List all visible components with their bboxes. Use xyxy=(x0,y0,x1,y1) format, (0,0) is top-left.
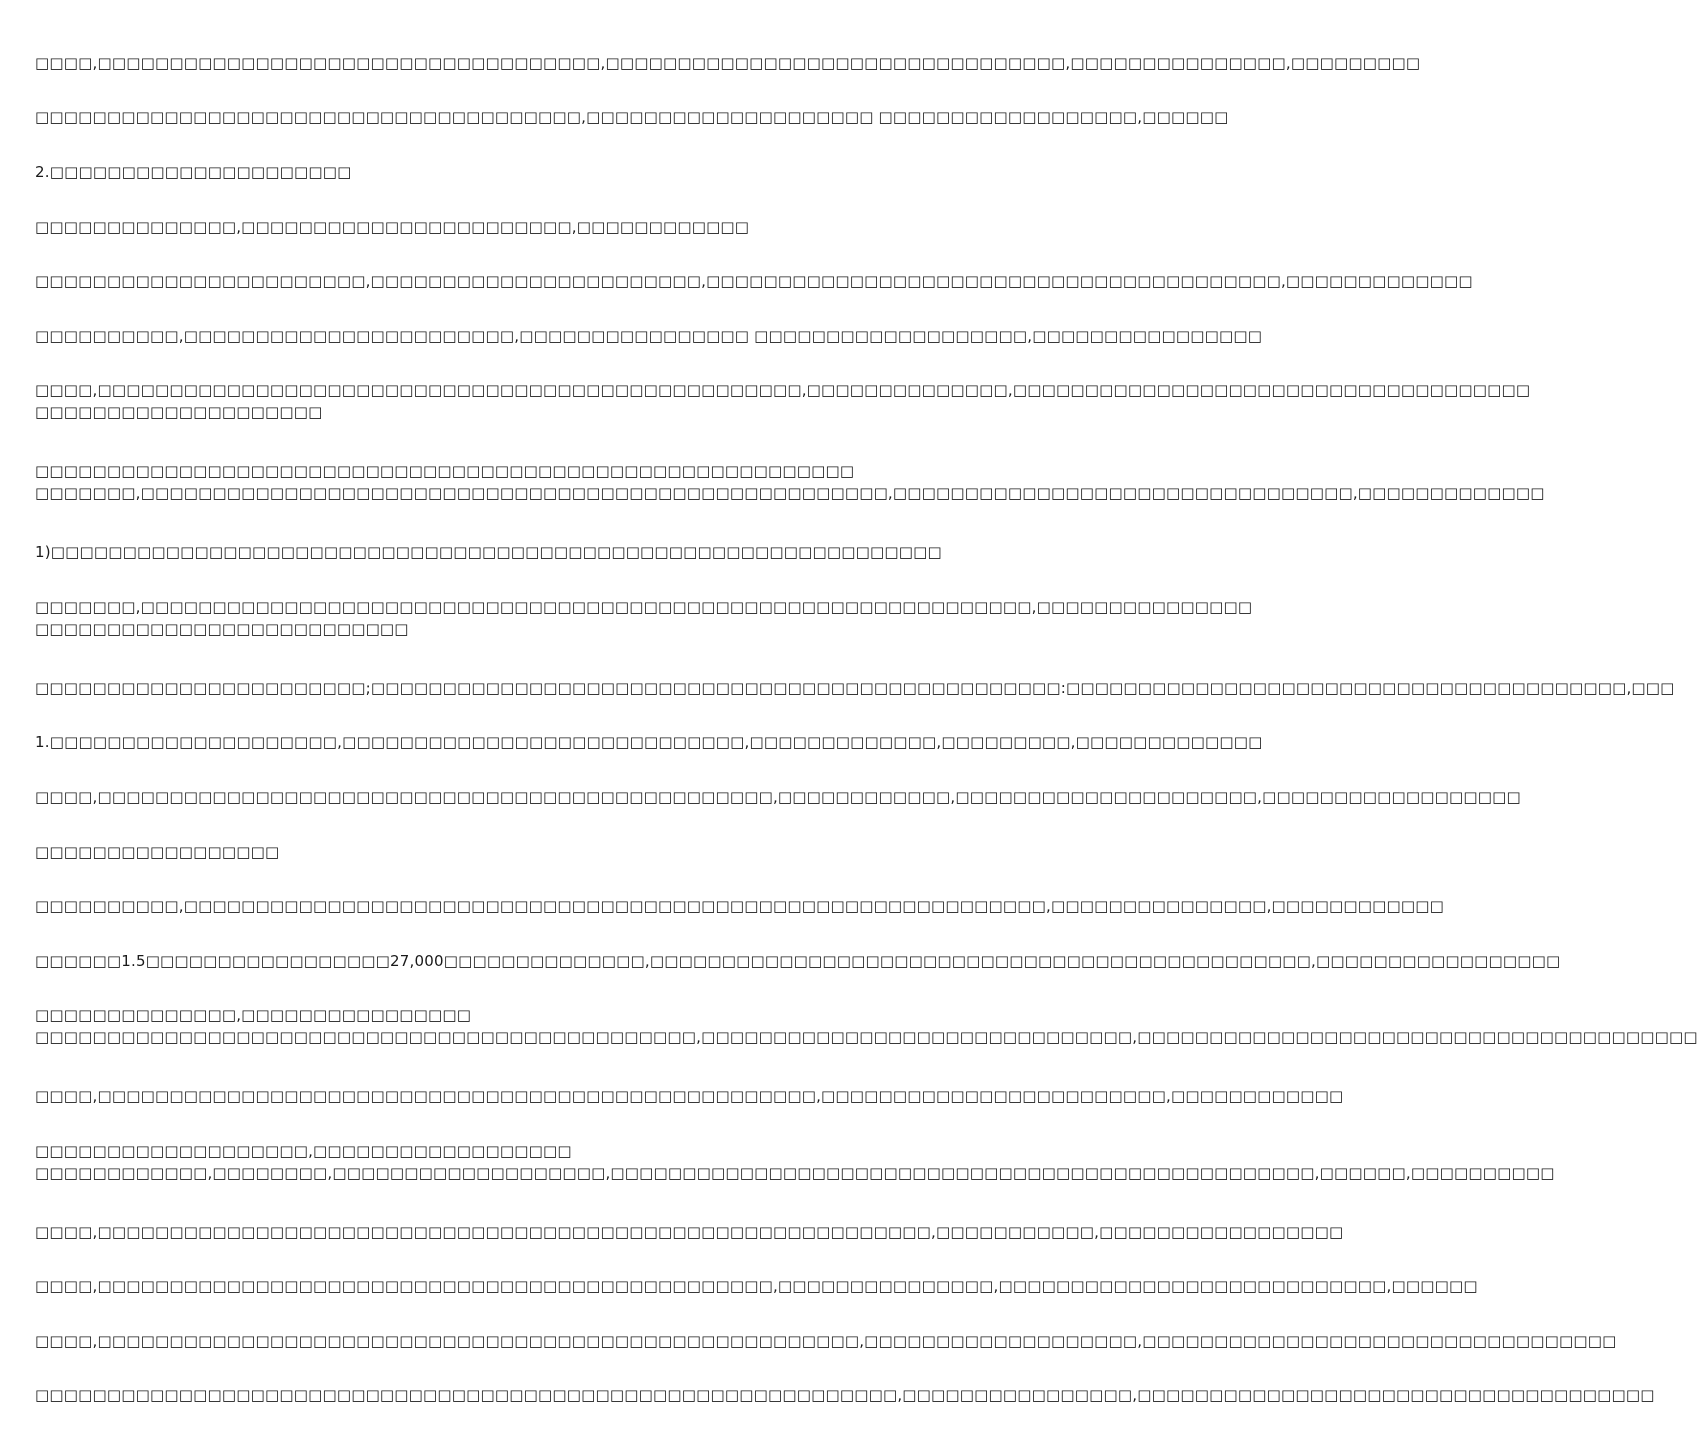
paragraph xyxy=(35,52,1421,74)
text-line: 1)□□□□□□□□□□□□□□□□□□□□□□□□□□□□□□□□□□□□□□□□□□□□□□□□□□□□□□□□□□□□□□ xyxy=(35,543,942,561)
text-line: □□□□,□□□□□□□□□□□□□□□□□□□□□□□□□□□□□□□□□□□,□□□□□□□□□□□□□□□□□□□□□□□□□□□□□□□□,□□□□□□□□□□□□□□□,□□□□□□□□□ xyxy=(35,54,1421,72)
text-line: □□□□,□□□□□□□□□□□□□□□□□□□□□□□□□□□□□□□□□□□□□□□□□□□□□□□,□□□□□□□□□□□□□□□,□□□□□□□□□□□□□□□□□□□□□□□□□□□,□□□□□□ xyxy=(35,1277,1478,1295)
paragraph xyxy=(35,1275,1478,1297)
paragraph xyxy=(35,541,990,563)
paragraph xyxy=(35,596,1253,640)
paragraph xyxy=(35,1221,1344,1243)
text-line: □□□□□□□□□□□□□□□□□ xyxy=(35,843,280,861)
paragraph xyxy=(35,950,1561,972)
text-line: □□□□□□□□□□□□□□□□□□□,□□□□□□□□□□□□□□□□□□ xyxy=(35,1142,572,1160)
text-line: □□□□□□□□□□□□□□□□□□□□□□□□□□□□□□□□□□□□□□□□□□□□□□,□□□□□□□□□□□□□□□□□□□□□□□□□□□□□□,□□□□□□□□□□□□□□□□□□□□□□□□□□□□□□□□□□□□□□□ xyxy=(35,1028,1698,1046)
paragraph-heading xyxy=(35,161,990,183)
text-line: □□□□□□□□□□□□□□□□□□□□□□□,□□□□□□□□□□□□□□□□□□□□□□□,□□□□□□□□□□□□□□□□□□□□□□□□□□□□□□□□□□□□□□□□,□□□□□□□□□□□□□ xyxy=(35,272,1473,290)
text-line: □□□□□□□,□□□□□□□□□□□□□□□□□□□□□□□□□□□□□□□□□□□□□□□□□□□□□□□□□□□□□□□□□□□□□□,□□□□□□□□□□□□□□□ xyxy=(35,598,1253,616)
text-line: □□□□□□1.5□□□□□□□□□□□□□□□□□27,000□□□□□□□□□□□□□□,□□□□□□□□□□□□□□□□□□□□□□□□□□□□□□□□□□□□□□□□□□□□□□,□□□□□□□□□□□□□□□□□ xyxy=(35,952,1561,970)
paragraph xyxy=(35,1140,1555,1184)
text-line: □□□□,□□□□□□□□□□□□□□□□□□□□□□□□□□□□□□□□□□□□□□□□□□□□□□□,□□□□□□□□□□□□,□□□□□□□□□□□□□□□□□□□□□,□□□□□□□□□□□□□□□□□□ xyxy=(35,788,1521,806)
paragraph xyxy=(35,1004,1698,1048)
text-line: □□□□□□□□□□□□□□□□□□□□ xyxy=(35,403,323,421)
text-line: □□□□□□□□□□,□□□□□□□□□□□□□□□□□□□□□□□□□□□□□□□□□□□□□□□□□□□□□□□□□□□□□□□□□□□□,□□□□□□□□□□□□□□□,□□□□□□□□□□□□ xyxy=(35,897,1445,915)
paragraph xyxy=(35,379,1531,423)
paragraph xyxy=(35,786,1521,808)
text-line: □□□□□□□,□□□□□□□□□□□□□□□□□□□□□□□□□□□□□□□□□□□□□□□□□□□□□□□□□□□□,□□□□□□□□□□□□□□□□□□□□□□□□□□□□□□□□,□□□□□□□□□□□□□ xyxy=(35,484,1545,502)
paragraph xyxy=(35,1085,1344,1107)
paragraph xyxy=(35,325,1263,347)
text-line: □□□□□□□□□□,□□□□□□□□□□□□□□□□□□□□□□□,□□□□□□□□□□□□□□□□ □□□□□□□□□□□□□□□□□□□,□□□□□□□□□□□□□□□□ xyxy=(35,327,1263,345)
text-line: □□□□□□□□□□□□□□,□□□□□□□□□□□□□□□□ xyxy=(35,1006,472,1024)
text-line: □□□□□□□□□□□□,□□□□□□□□,□□□□□□□□□□□□□□□□□□□,□□□□□□□□□□□□□□□□□□□□□□□□□□□□□□□□□□□□□□□□□□□□□□□□□,□□□□□□,□□□□□□□□□□ xyxy=(35,1164,1555,1182)
paragraph xyxy=(35,460,1545,504)
text-line: □□□□,□□□□□□□□□□□□□□□□□□□□□□□□□□□□□□□□□□□□□□□□□□□□□□□□□□□□□,□□□□□□□□□□□□□□□□□□□,□□□□□□□□□□□□□□□□□□□□□□□□□□□□□□□□□ xyxy=(35,1332,1617,1350)
text-line: 2.□□□□□□□□□□□□□□□□□□□□□ xyxy=(35,163,352,181)
text-line: 1.□□□□□□□□□□□□□□□□□□□□,□□□□□□□□□□□□□□□□□□□□□□□□□□□□,□□□□□□□□□□□□□,□□□□□□□□□,□□□□□□□□□□□□□ xyxy=(35,733,1263,751)
paragraph xyxy=(35,895,1445,917)
paragraph xyxy=(35,677,1675,699)
text-line: □□□□□□□□□□□□□□□□□□□□□□□□□□□□□□□□□□□□□□□□□□□□□□□□□□□□□□□□□□□□,□□□□□□□□□□□□□□□□,□□□□□□□□□□□□□□□□□□□□□□□□□□□□□□□□□□□□ xyxy=(35,1386,1655,1404)
text-line: □□□□□□□□□□□□□□□□□□□□□□□□□□□□□□□□□□□□□□,□□□□□□□□□□□□□□□□□□□□ □□□□□□□□□□□□□□□□□□,□□□□□□ xyxy=(35,108,1229,126)
paragraph-heading xyxy=(35,841,990,863)
text-line: □□□□□□□□□□□□□□□□□□□□□□□□□□□□□□□□□□□□□□□□□□□□□□□□□□□□□□□□□ xyxy=(35,462,855,480)
paragraph xyxy=(35,106,1229,128)
text-line: □□□□,□□□□□□□□□□□□□□□□□□□□□□□□□□□□□□□□□□□□□□□□□□□□□□□□□,□□□□□□□□□□□□□□,□□□□□□□□□□□□□□□□□□□□□□□□□□□□□□□□□□□□ xyxy=(35,381,1531,399)
text-line: □□□□□□□□□□□□□□□□□□□□□□□;□□□□□□□□□□□□□□□□□□□□□□□□□□□□□□□□□□□□□□□□□□□□□□□□:□□□□□□□□□□□□□□□□□□□□□□□□□□□□□□□□□□□□□□□,□□□ xyxy=(35,679,1675,697)
paragraph xyxy=(35,270,1473,292)
text-line: □□□□,□□□□□□□□□□□□□□□□□□□□□□□□□□□□□□□□□□□□□□□□□□□□□□□□□□,□□□□□□□□□□□□□□□□□□□□□□□□,□□□□□□□□□□□□ xyxy=(35,1087,1344,1105)
text-line: □□□□□□□□□□□□□□□□□□□□□□□□□□ xyxy=(35,620,409,638)
paragraph xyxy=(35,216,990,238)
paragraph xyxy=(35,1384,1655,1406)
paragraph xyxy=(35,1330,1617,1352)
text-line: □□□□,□□□□□□□□□□□□□□□□□□□□□□□□□□□□□□□□□□□□□□□□□□□□□□□□□□□□□□□□□□,□□□□□□□□□□□,□□□□□□□□□□□□□□□□□ xyxy=(35,1223,1344,1241)
paragraph xyxy=(35,731,1263,753)
text-line: □□□□□□□□□□□□□□,□□□□□□□□□□□□□□□□□□□□□□□,□□□□□□□□□□□□ xyxy=(35,218,750,236)
